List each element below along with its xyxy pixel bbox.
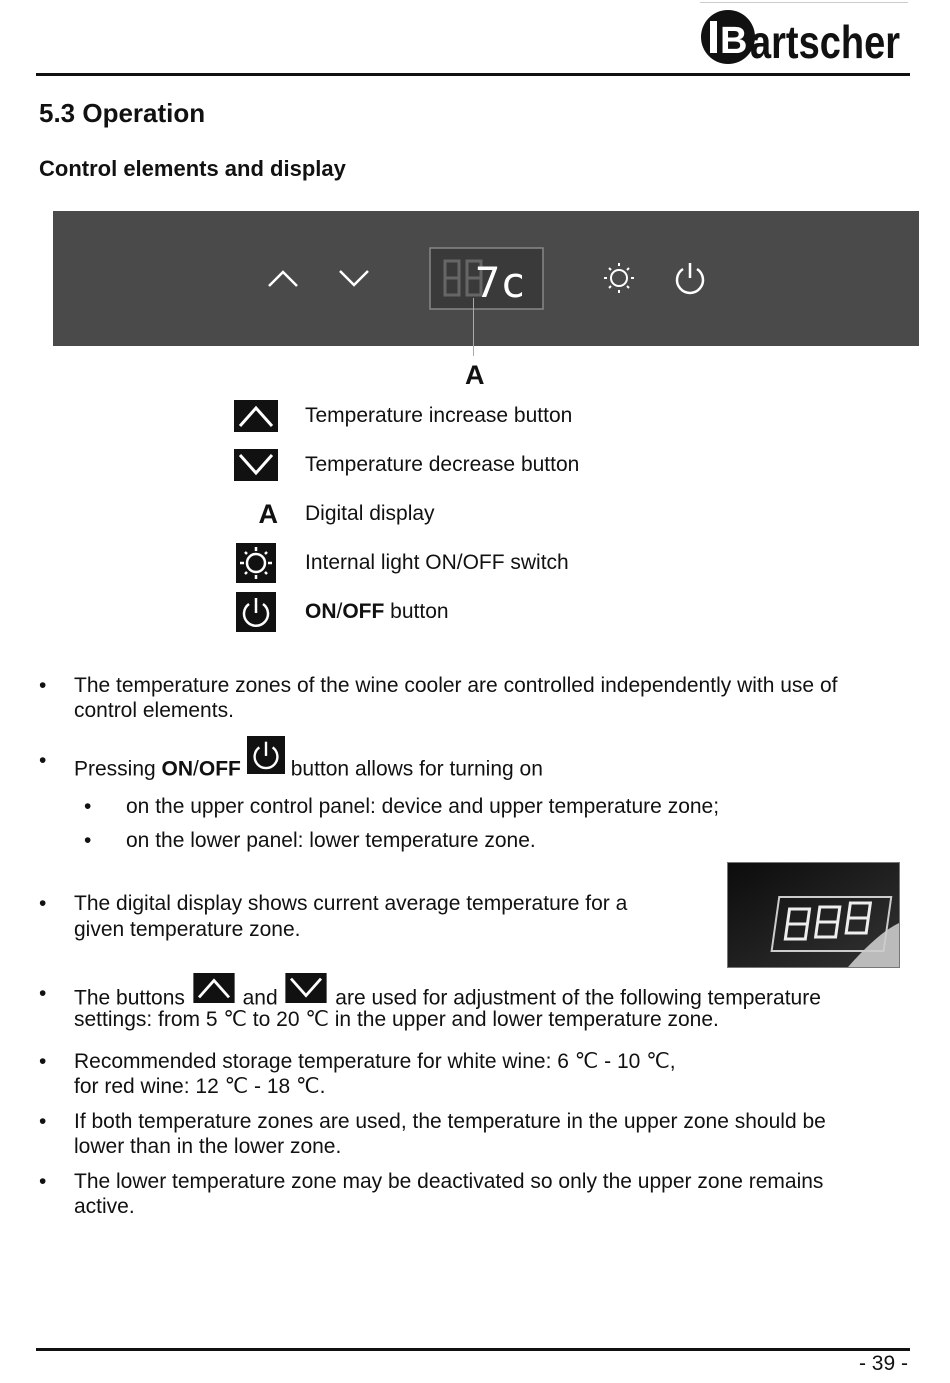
section-title: 5.3 Operation [39, 98, 206, 128]
display-value: 7c [475, 258, 526, 307]
chevron-up-icon[interactable] [269, 272, 297, 286]
legend-row-increase [234, 396, 573, 436]
legend-text: Temperature decrease button [305, 453, 580, 476]
light-icon [234, 545, 278, 581]
legend-text: ON/OFF button [305, 600, 449, 623]
chevron-up-icon [234, 398, 278, 434]
chevron-up-icon [191, 973, 237, 1009]
legend-row-display [234, 494, 435, 534]
legend-text: Temperature increase button [305, 404, 573, 427]
svg-text:artscher: artscher [750, 16, 901, 68]
letter-a-symbol: A [258, 498, 278, 529]
chevron-down-icon [234, 447, 278, 483]
chevron-down-icon [283, 973, 329, 1009]
header-thin-rule [700, 2, 908, 3]
power-icon [247, 736, 285, 780]
digital-display [430, 248, 543, 309]
power-icon [234, 594, 278, 630]
light-icon[interactable] [604, 263, 634, 293]
callout-label: A [465, 360, 485, 390]
footer-rule [36, 1348, 910, 1351]
control-panel [53, 211, 919, 346]
power-icon[interactable] [677, 263, 703, 293]
header-rule [36, 73, 910, 76]
legend-row-decrease [234, 445, 580, 485]
chevron-down-icon[interactable] [340, 271, 368, 285]
bartscher-logo [700, 4, 908, 68]
callout-line [473, 298, 474, 356]
legend-text: Digital display [305, 502, 435, 525]
display-photo [727, 862, 900, 968]
section-subtitle: Control elements and display [39, 156, 346, 181]
legend-row-power [234, 592, 449, 632]
svg-text:B: B [720, 20, 748, 62]
legend-text: Internal light ON/OFF switch [305, 551, 569, 574]
legend-row-light [234, 543, 569, 583]
page-number: - 39 - [858, 1352, 908, 1375]
